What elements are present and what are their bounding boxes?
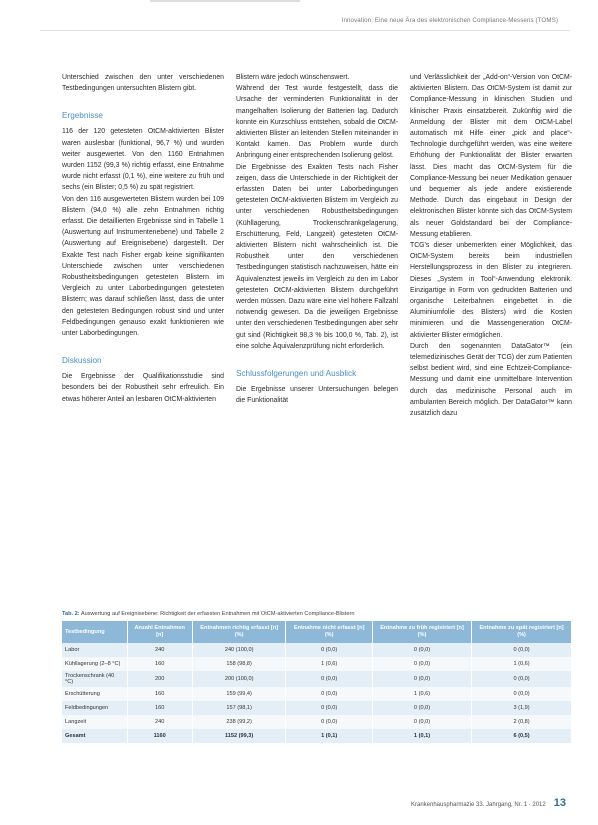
- column-3: [410, 72, 572, 598]
- table-cell: 0 (0,0): [286, 687, 372, 701]
- body-paragraph: Unterschied zwischen den unter verschiedenen Testbedingungen untersuchten Blistern gibt.: [62, 74, 224, 93]
- table-cell: 160: [127, 701, 192, 715]
- table-caption: [62, 610, 572, 618]
- column-1: [62, 72, 224, 598]
- table-row: [62, 715, 572, 729]
- body-paragraph: Von den 116 ausgewerteten Blistern wurden bei 109 Blistern (94,0 %) alle zehn Entnahmen richtig erfasst. Die detaillierten Ergebnisse sind in Tabelle 1 (Auswertung auf Instrumentenebene) und Tabelle 2 (Auswertung auf Ereignisebene) dargestellt. Der Exakte Test nach Fisher ergab keine signifikanten Unterschiede zwischen unter verschiedenen Robustheitsbedingungen getesteten Blistern im Vergleich zu unter Laborbedingungen getesteten Blistern; was darauf schließen lässt, dass die unter den getesteten Bedingungen robust sind und unter Feldbedingungen genauso exakt funktionieren wie unter Laborbedingungen.: [62, 195, 224, 338]
- column-header: Entnahme nicht erfasst [n] (%): [286, 621, 372, 643]
- table-cell: 0 (0,0): [286, 671, 372, 687]
- body-paragraph: Die Ergebnisse der Qualifikationsstudie sind besonders bei der Robustheit sehr erfreulich. Ein etwas höherer Anteil an lesbaren OtCM-aktivierten: [62, 373, 224, 403]
- table-cell: 0 (0,0): [372, 715, 471, 729]
- journal-citation: Krankenhauspharmazie 33. Jahrgang, Nr. 1 · 2012: [410, 802, 546, 808]
- table-cell: 0 (0,0): [372, 643, 471, 657]
- paragraph-spacer: [236, 352, 398, 362]
- table-cell: Trockenschrank (40 °C): [62, 671, 127, 687]
- table-cell: 1152 (99,3): [192, 729, 286, 743]
- table-caption-text: Auswertung auf Ereignisebene: Richtigkeit der erfassten Entnahmen mit OtCM-aktivierten Compliance-Blistern: [80, 611, 355, 617]
- table-cell: 200: [127, 671, 192, 687]
- table-cell: 238 (99,2): [192, 715, 286, 729]
- table-cell: 0 (0,0): [286, 701, 372, 715]
- body-paragraph: Die Ergebnisse unserer Untersuchungen belegen die Funktionalität: [236, 386, 398, 405]
- body-paragraph: Blistern wäre jedoch wünschenswert.: [236, 74, 350, 81]
- table-cell: 0 (0,0): [372, 671, 471, 687]
- table-row: [62, 671, 572, 687]
- column-header: Entnahme zu früh registriert [n] (%): [372, 621, 471, 643]
- table-cell: 158 (98,8): [192, 657, 286, 671]
- table-cell: 240 (100,0): [192, 643, 286, 657]
- top-edge-rule: [150, 0, 300, 2]
- page-footer: [411, 797, 566, 809]
- table-cell: Erschütterung: [62, 687, 127, 701]
- body-paragraph: TCG's dieser unbemerkten einer Möglichkeit, das OtCM-System bereits beim industriellen Herstellungsprozess in den Blister zu integrieren. Dieses „System in Tool“-Anwendung elektronik. Einzigartige in Form von gedruckten Batterien und organische Leiterbahnen eingebettet in die Aluminiumfolie des Blisters) wird die Kosten minimieren und die Massengeneration OtCM-aktivierter Blister ermöglichen.: [410, 242, 572, 339]
- column-header: Anzahl Entnahmen [n]: [127, 621, 192, 643]
- running-header: Innovation: Eine neue Ära des elektronischen Compliance-Messens (TOMS): [341, 17, 558, 24]
- table-cell: 1 (0,1): [286, 729, 372, 743]
- table-cell: 1 (0,1): [372, 729, 471, 743]
- table-cell: 0 (0,0): [372, 657, 471, 671]
- table-cell: 0 (0,0): [372, 701, 471, 715]
- article-body: [62, 72, 572, 598]
- body-paragraph: 116 der 120 getesteten OtCM-aktivierten Blister waren auslesbar (funktional, 96,7 %) und wurden weiter ausgewertet. Von den 1160 Entnahmen wurden 1152 (99,3 %) richtig erfasst, eine Entnahme wurde nicht erfasst (0,1 %), eine weitere zu früh und sechs (ein Blister; 0,5 %) zu spät registriert.: [62, 128, 224, 192]
- column-header: Entnahmen richtig erfasst [n] (%): [192, 621, 286, 643]
- table-cell: 0 (0,0): [472, 687, 572, 701]
- table-label: Tab. 2:: [62, 611, 80, 617]
- column-2: [236, 72, 398, 598]
- table-cell: 200 (100,0): [192, 671, 286, 687]
- column-header: Testbedingung: [62, 621, 127, 643]
- paragraph-spacer: [62, 339, 224, 349]
- table-cell: Gesamt: [62, 729, 127, 743]
- results-table-block: [62, 610, 572, 743]
- table-cell: 159 (99,4): [192, 687, 286, 701]
- body-paragraph: Die Ergebnisse des Exakten Tests nach Fisher zeigen, dass die Unterschiede in der Richtigkeit der erfassten Daten bei unter Laborbedingungen getesteten OtCM-aktivierten Blistern im Vergleich zu unter verschiedenen Robustheitsbedingungen (Kühllagerung, Trockenschrankgelagerung, Erschütterung, Feld, Langzeit) getesteten OtCM-aktivierten Blistern nicht wahrscheinlich ist. Die Robustheit unter den verschiedenen Testbedingungen statistisch nachzuweisen, hätte ein Äquivalenztest jeweils im Vergleich zu den im Labor getesteten OtCM-aktivierten Blistern durchgeführt werden müssen. Dazu wäre eine viel höhere Fallzahl notwendig gewesen. Da die jeweiligen Ergebnisse unter den verschiedenen Testbedingungen aber sehr gut sind (Richtigkeit 98,3 % bis 100,0 %, Tab. 2), ist eine solche Äquivalenzprüfung nicht erforderlich.: [236, 163, 398, 350]
- section-heading: Diskussion: [62, 356, 102, 366]
- table-cell: 1 (0,6): [472, 657, 572, 671]
- table-cell: 157 (98,1): [192, 701, 286, 715]
- table-cell: 0 (0,0): [286, 643, 372, 657]
- table-cell: 1 (0,6): [286, 657, 372, 671]
- table-total-row: [62, 729, 572, 743]
- table-cell: 0 (0,0): [286, 715, 372, 729]
- table-cell: 0 (0,0): [472, 671, 572, 687]
- table-cell: Langzeit: [62, 715, 127, 729]
- table-cell: 1 (0,6): [372, 687, 471, 701]
- table-cell: 160: [127, 657, 192, 671]
- table-cell: 0 (0,0): [472, 643, 572, 657]
- table-cell: 1160: [127, 729, 192, 743]
- results-table: [62, 621, 572, 743]
- table-cell: 160: [127, 687, 192, 701]
- header-rule: [40, 30, 570, 31]
- table-cell: 3 (1,9): [472, 701, 572, 715]
- table-row: [62, 701, 572, 715]
- table-row: [62, 657, 572, 671]
- table-row: [62, 643, 572, 657]
- table-cell: Labor: [62, 643, 127, 657]
- column-header: Entnahme zu spät registriert [n] (%): [472, 621, 572, 643]
- table-row: [62, 687, 572, 701]
- table-body: [62, 643, 572, 743]
- paragraph-spacer: [62, 94, 224, 104]
- table-cell: Feldbedingungen: [62, 701, 127, 715]
- table-cell: Kühllagerung (2–8 °C): [62, 657, 127, 671]
- body-paragraph: Während der Test wurde festgestellt, dass die Ursache der verminderten Funktionalität in der mangelhaften Isolierung der Batterien lag. Dadurch konnte ein Kurzschluss entstehen, sobald die OtCM-aktivierten Blister an leitenden Stellen miteinander in Kontakt kamen. Das Problem wurde durch Anbringung einer entsprechenden Isolierung gelöst.: [236, 85, 398, 160]
- table-cell: 2 (0,8): [472, 715, 572, 729]
- table-header-row: [62, 621, 572, 643]
- section-heading: Ergebnisse: [62, 111, 103, 121]
- page-number: 13: [553, 797, 566, 809]
- section-heading: Schlussfolgerungen und Ausblick: [236, 369, 357, 379]
- table-cell: 240: [127, 715, 192, 729]
- body-paragraph: und Verlässlichkeit der „Add-on“-Version von OtCM-aktivierten Blistern. Das OtCM-System ist damit zur Compliance-Messung in klinischen Studien und klinischer Praxis einsatzbereit. Zukünftig wird die Anmeldung der Blister mit dem OtCM-Label automatisch mit Hilfe einer „pick and place“-Technologie durchgeführt werden, was eine weitere Erhöhung der Funktionalität der Blister erwarten lässt. Dies macht das OtCM-System für die Compliance-Messung bei neuer Medikation genauer und bequemer als jede andere existierende Methode. Durch das eingebaut in Design der elektronischen Blister könnte sich das OtCM-System als neuer Goldstandard bei der Compliance-Messung etablieren.: [410, 74, 572, 238]
- table-cell: 6 (0,5): [472, 729, 572, 743]
- body-paragraph: Durch den sogenannten DataGator™ (ein telemedizinisches Gerät der TCG) der zum Patienten selbst bedient wird, sind eine Echtzeit-Compliance-Messung und damit eine unmittelbare Intervention durch das medizinische Personal auch im ambulanten Bereich möglich. Der DataGator™ kann zusätzlich dazu: [410, 342, 572, 418]
- table-cell: 240: [127, 643, 192, 657]
